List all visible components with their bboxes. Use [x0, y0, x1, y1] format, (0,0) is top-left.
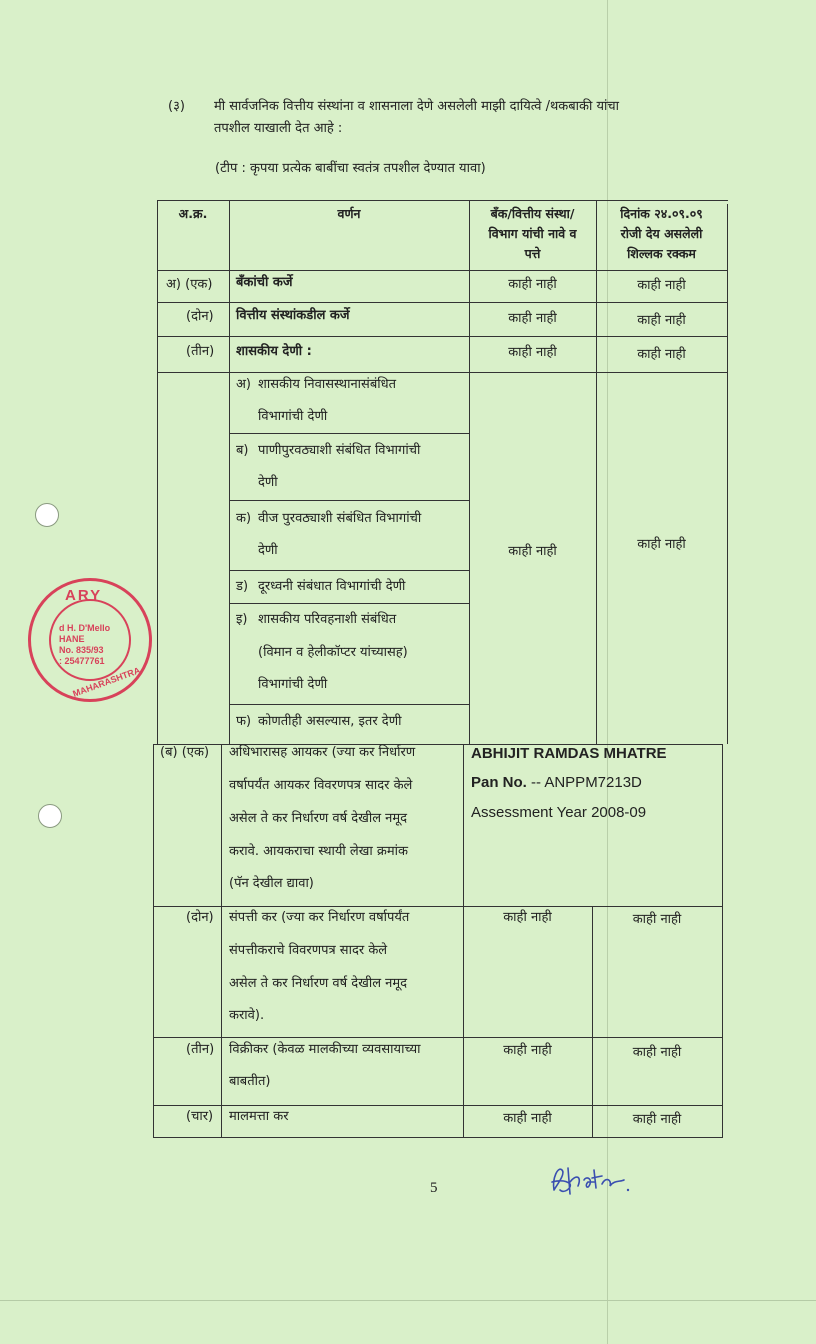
gov-dues-item-c-marker: क) [236, 511, 252, 526]
header-description: वर्णन [337, 206, 361, 221]
gov-dues-item-c-line-2: देणी [258, 543, 278, 558]
column-divider-2-lower [463, 744, 464, 1137]
gov-dues-item-a-line-1: शासकीय निवासस्थानासंबंधित [258, 377, 397, 392]
header-balance [596, 204, 727, 264]
sales-tax-balance: काही नाही [632, 1045, 682, 1060]
header-balance-line-1: दिनांक २४.०९.०९ [620, 206, 703, 221]
stamp-top-text: ARY [65, 587, 103, 604]
wealth-tax-sr: (दोन) [186, 910, 214, 925]
property-tax-balance: काही नाही [632, 1112, 682, 1127]
header-institution-line-2: विभाग यांची नावे व [488, 226, 577, 241]
stamp-bottom-text: MAHARASHTRA [71, 665, 142, 699]
section-text-line-1: मी सार्वजनिक वित्तीय संस्थांना व शासनाला देणे असलेली माझी दायित्वे /थकबाकी यांचा [214, 99, 620, 114]
gov-dues-item-a-line-2: विभागांची देणी [258, 409, 328, 424]
pan-value: -- ANPPM7213D [526, 774, 642, 791]
wealth-tax-desc-line-2: संपत्तीकराचे विवरणपत्र सादर केले [229, 943, 388, 958]
income-tax-sr: (ब) (एक) [160, 745, 210, 760]
taxpayer-name: ABHIJIT RAMDAS MHATRE [471, 745, 667, 762]
row-3-sr: (तीन) [186, 344, 215, 359]
sales-tax-institution: काही नाही [503, 1043, 552, 1058]
wealth-tax-desc-line-3: असेल ते कर निर्धारण वर्ष देखील नमूद [229, 976, 408, 991]
row-1-institution: काही नाही [508, 277, 557, 292]
gov-dues-balance: काही नाही [637, 537, 686, 552]
header-balance-line-2: रोजी देय असलेली [620, 226, 703, 241]
header-sr-no: अ.क्र. [178, 206, 208, 221]
row-3-desc: शासकीय देणी : [236, 344, 312, 359]
row-3-institution: काही नाही [508, 345, 557, 360]
table-border-left [157, 200, 158, 744]
punch-hole-bottom [38, 804, 62, 828]
property-tax-sr: (चार) [186, 1109, 214, 1124]
property-tax-institution: काही नाही [503, 1111, 552, 1126]
row-2-institution: काही नाही [508, 311, 557, 326]
gov-dues-item-b-marker: ब) [236, 443, 249, 458]
gov-dues-item-b-line-2: देणी [258, 475, 278, 490]
income-tax-desc-line-5: (पॅन देखील द्यावा) [229, 876, 314, 891]
gov-dues-item-e-marker: इ) [236, 612, 248, 627]
table-border-bottom [153, 1137, 723, 1138]
section-text-line-2: तपशील याखाली देत आहे : [214, 121, 343, 136]
table-border-right [727, 204, 728, 744]
wealth-tax-desc-line-1: संपत्ती कर (ज्या कर निर्धारण वर्षापर्यंत [229, 910, 410, 925]
income-tax-desc-line-2: वर्षापर्यंत आयकर विवरणपत्र सादर केले [229, 778, 413, 793]
income-tax-desc-line-1: अधिभारासह आयकर (ज्या कर निर्धारण [229, 745, 416, 760]
row-1-desc: बँकांची कर्जे [236, 275, 293, 290]
subitem-divider-b [229, 500, 469, 501]
gov-dues-item-c-line-1: वीज पुरवठ्याशी संबंधित विभागांची [258, 511, 422, 526]
wealth-tax-desc-line-4: करावे). [229, 1008, 265, 1023]
pan-number [471, 766, 642, 799]
section-note: (टीप : कृपया प्रत्येक बाबींचा स्वतंत्र तपशील देण्यात यावा) [215, 161, 486, 176]
table-border-left-lower [153, 744, 154, 1137]
wealth-tax-balance: काही नाही [632, 912, 682, 927]
row-3-balance: काही नाही [637, 347, 686, 362]
stamp-line-4: : 25477761 [59, 656, 105, 666]
gov-dues-item-d-marker: ड) [236, 579, 249, 594]
sales-tax-sr: (तीन) [186, 1042, 215, 1057]
section-number: (३) [168, 99, 185, 114]
stamp-line-2: HANE [59, 634, 85, 644]
wealth-tax-institution: काही नाही [503, 910, 552, 925]
notary-stamp [28, 578, 152, 702]
sales-tax-desc-line-1: विक्रीकर (केवळ मालकीच्या व्यवसायाच्या [229, 1042, 421, 1057]
gov-dues-item-a-marker: अ) [236, 377, 252, 392]
income-tax-desc-line-4: करावे. आयकराचा स्थायी लेखा क्रमांक [229, 844, 408, 859]
assessment-year: Assessment Year 2008-09 [471, 804, 647, 821]
pan-label: Pan No. [471, 774, 527, 791]
paper-fold-line [607, 0, 608, 1344]
table-border-right-lower [722, 744, 723, 1137]
gov-dues-item-b-line-1: पाणीपुरवठ्याशी संबंधित विभागांची [258, 443, 421, 458]
gov-dues-item-d-line-1: दूरध्वनी संबंधात विभागांची देणी [258, 579, 406, 594]
punch-hole-top [35, 503, 59, 527]
signature [548, 1160, 638, 1200]
gov-dues-item-e-line-1: शासकीय परिवहनाशी संबंधित [258, 612, 397, 627]
header-institution-line-3: पत्ते [524, 246, 541, 261]
page-number: 5 [430, 1180, 438, 1196]
row-1-sr: अ) (एक) [166, 277, 213, 292]
stamp-line-3: No. 835/93 [59, 645, 104, 655]
row-2-sr: (दोन) [186, 309, 214, 324]
property-tax-desc: मालमत्ता कर [229, 1109, 289, 1124]
sales-tax-desc-line-2: बाबतीत) [229, 1074, 271, 1089]
stamp-line-1: d H. D'Mello [59, 623, 111, 633]
row-1-balance: काही नाही [637, 278, 686, 293]
table-border-top [157, 200, 728, 201]
header-institution-line-1: बँक/वित्तीय संस्था/ [490, 206, 575, 221]
gov-dues-institution: काही नाही [508, 544, 557, 559]
column-divider-1 [229, 200, 230, 744]
header-institution [469, 204, 596, 264]
income-tax-desc-line-3: असेल ते कर निर्धारण वर्ष देखील नमूद [229, 811, 408, 826]
gov-dues-item-f-marker: फ) [236, 714, 252, 729]
paper-edge-line [0, 1300, 816, 1301]
row-2-desc: वित्तीय संस्थांकडील कर्जे [236, 308, 350, 323]
row-2-balance: काही नाही [637, 313, 686, 328]
header-balance-line-3: शिल्लक रक्कम [627, 246, 696, 261]
gov-dues-item-e-line-2: (विमान व हेलीकॉप्टर यांच्यासह) [258, 645, 408, 660]
gov-dues-item-e-line-3: विभागांची देणी [258, 677, 328, 692]
column-divider-1-lower [221, 744, 222, 1137]
gov-dues-item-f-line-1: कोणतीही असल्यास, इतर देणी [258, 714, 402, 729]
stamp-center-text [59, 623, 110, 667]
